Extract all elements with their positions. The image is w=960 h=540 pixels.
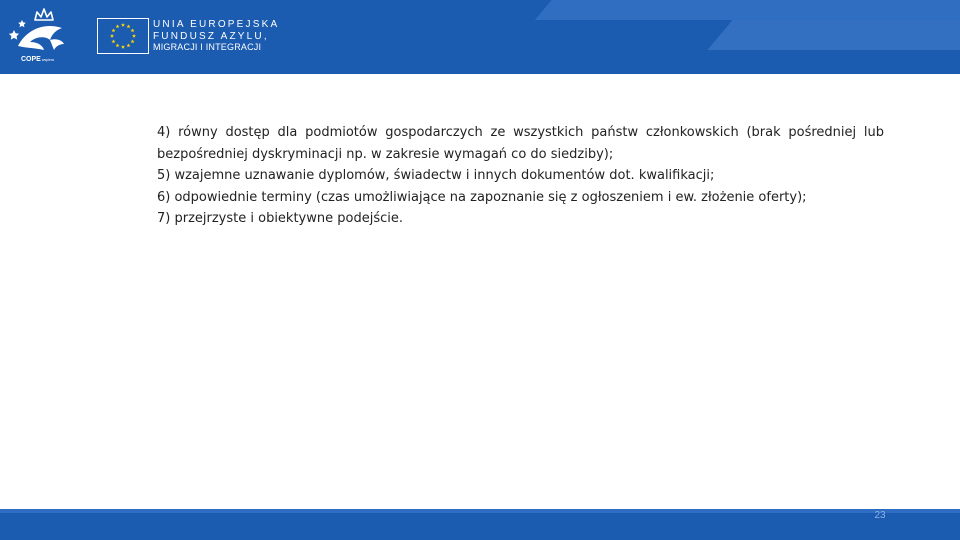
eu-star-icon	[111, 28, 115, 32]
list-item-5: 5) wzajemne uznawanie dyplomów, świadectw i innych dokumentów dot. kwalifikacji;	[157, 168, 715, 183]
eu-fund-label	[153, 19, 279, 54]
cope-logo-text	[21, 56, 54, 63]
eu-text-line1: UNIA EUROPEJSKA	[153, 19, 280, 30]
eu-star-icon	[110, 34, 114, 38]
header-decor-stripe-2	[707, 20, 960, 50]
eu-star-icon	[116, 24, 120, 28]
eu-star-icon	[121, 23, 125, 27]
header-decor-stripe	[535, 0, 960, 20]
page-number: 23	[874, 510, 886, 521]
eu-star-icon	[111, 39, 115, 43]
eu-star-icon	[132, 34, 136, 38]
slide-body-text	[157, 122, 884, 230]
eu-star-icon	[131, 28, 135, 32]
eu-star-icon	[116, 43, 120, 47]
footer-bar	[0, 509, 960, 540]
eu-star-icon	[127, 24, 131, 28]
cope-logo-label: COPE	[21, 56, 41, 63]
footer-decor-stripe	[0, 509, 960, 513]
eu-text-line2: FUNDUSZ AZYLU,	[153, 30, 269, 42]
eu-flag-icon	[97, 18, 149, 54]
eu-star-icon	[131, 39, 135, 43]
eu-star-icon	[121, 45, 125, 49]
eu-star-icon	[127, 43, 131, 47]
header-bar	[0, 0, 960, 74]
list-item-6: 6) odpowiednie terminy (czas umożliwiające na zapoznanie się z ogłoszeniem i ew. złożenie oferty);	[157, 189, 807, 205]
list-item-7: 7) przejrzyste i obiektywne podejście.	[157, 211, 403, 226]
list-item-4: 4) równy dostęp dla podmiotów gospodarczych ze wszystkich państw członkowskich (brak pośredniej lub bezpośredniej dyskryminacji np. w zakresie wymagań co do siedziby);	[157, 125, 884, 162]
eu-stars-ring	[98, 19, 148, 53]
eu-text-line3: MIGRACJI I INTEGRACJI	[153, 42, 262, 52]
cope-logo-sublabel: wspiera	[41, 58, 54, 62]
